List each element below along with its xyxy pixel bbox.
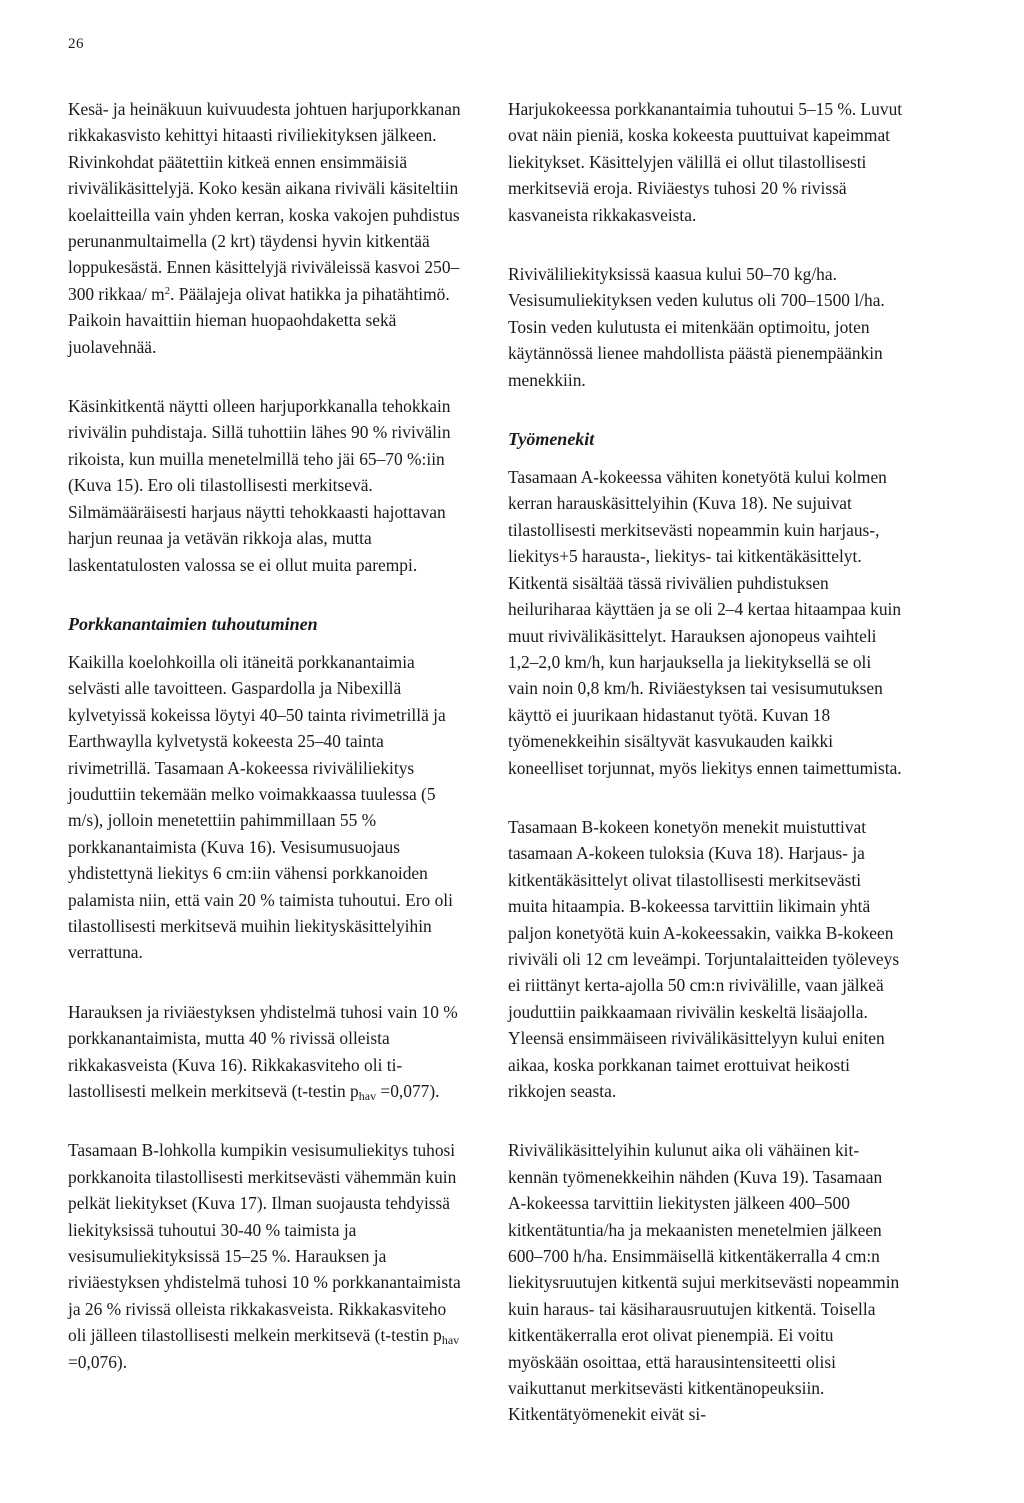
paragraph-harrowing-combination bbox=[68, 999, 463, 1105]
paragraph-text: Tasamaan B-lohkolla kumpikin vesisumuliekitys tuhosi porkkanoita tilastollisesti merkitsevästi vähemmän kuin pelkät liekitykset (Kuva 17). Ilman suojausta tehdyissä liekityksissä tuhoutui 30-40 % taimista ja vesisumuliekityksissä 15–25 %. Harauksen ja riviäestyksen yhdistelmä tuhosi 10 % porkkanantaimista ja 26 % rivissä olleista rikkakasveista. Rikkakasviteho oli jälleen tilastollisesti melkein merkitsevä (t-testin p bbox=[68, 1140, 461, 1346]
paragraph-text: =0,076). bbox=[68, 1351, 128, 1372]
page-number: 26 bbox=[68, 36, 84, 52]
superscript: 2 bbox=[164, 284, 171, 297]
left-column bbox=[68, 96, 463, 1408]
paragraph-text: . Päälajeja olivat hatikka ja pihatähtimö. Paikoin havaittiin hieman huopaohdaketta sekä juolavehnää. bbox=[68, 283, 450, 357]
paragraph-weed-development bbox=[68, 96, 463, 360]
paragraph-b-block bbox=[68, 1137, 463, 1375]
paragraph-hand-weeding: Käsinkitkentä näytti olleen harjuporkkanalla tehokkain rivivälin puhdistaja. Sillä tuhottiin lähes 90 % rivivälin rikoista, kun muilla menetelmillä teho jäi 65–70 %:iin (Kuva 15). Ero oli tilastollisesti merkitsevä. Silmämääräisesti harjaus näytti tehokkaasti hajottavan harjun reunaa ja vetävän rikkoja alas, mutta laskentatulosten valossa se ei ollut muita parempi. bbox=[68, 396, 451, 575]
paragraph-ridge-trial: Harjukokeessa porkkanantaimia tuhoutui 5–15 %. Luvut ovat näin pieniä, koska kokeesta puuttuivat kapeimmat liekitykset. Käsittelyjen välillä ei ollut tilastollisesti merkitseviä eroja. Riviäestys tuhosi 20 % rivissä kasvaneista rikkakasveista. bbox=[508, 99, 903, 225]
paragraph-text: Harauksen ja riviäestyksen yhdistelmä tuhosi vain 10 % porkkanantaimista, mutta 40 % rivissä olleista rikkakasveista (Kuva 16). Rikkakasviteho oli tilastollisesti melkein merkitsevä (t-testin p bbox=[68, 1001, 458, 1101]
section-heading-seedling-damage: Porkkanantaimien tuhoutuminen bbox=[68, 613, 318, 634]
paragraph-a-trial-labour: Tasamaan A-kokeessa vähiten konetyötä kului kolmen kerran harauskäsittelyihin (Kuva 18). Ne sujuivat tilastollisesti merkitsevästi nopeammin kuin harjaus-, liekitys+5 harausta-, liekitys- tai kitkentäkäsittelyt. Kitkentä sisältää tässä rivivälien puhdistuksen heiluriharaa käyttäen ja se oli 2–4 kertaa hitaampaa kuin muut rivivälikäsittelyt. Harauksen ajonopeus vaihteli 1,2–2,0 km/h, kun harjauksella ja liekityksellä se oli vain noin 0,8 km/h. Riviäestyksen tai vesisumutuksen käyttö ei juurikaan hidastanut työtä. Kuvan 18 työmenekkeihin sisältyvät kasvukauden kaikki koneelliset torjunnat, myös liekitys ennen taimettumista. bbox=[508, 467, 902, 778]
paragraph-text: =0,077). bbox=[376, 1081, 440, 1101]
subscript: hav bbox=[358, 1089, 377, 1103]
paragraph-b-trial-labour: Tasamaan B-kokeen konetyön menekit muistuttivat tasamaan A-kokeen tuloksia (Kuva 18). Harjaus- ja kitkentäkäsittelyt olivat tilastollisesti merkitsevästi muita hitaampia. B-kokeessa tarvittiin likimain yhtä paljon konetyötä kuin A-kokeessakin, vaikka B-kokeen riviväli oli 12 cm leveämpi. Torjuntalaitteiden työleveys ei riittänyt kerta-ajolla 50 cm:n rivivälille, vaan jälkeä jouduttiin paikkaamaan rivivälin keskeltä lisäajolla. Yleensä ensimmäiseen rivivälikäsittelyyn kului eniten aikaa, koska porkkanan taimet erottuivat heikosti rikkojen seasta. bbox=[508, 816, 900, 1101]
paragraph-seedling-counts: Kaikilla koelohkoilla oli itäneitä porkkanantaimia selvästi alle tavoitteen. Gaspardolla ja Nibexillä kylvetyissä kokeissa löytyi 40–50 tainta rivimetrillä ja Earthwaylla kylvetystä kokeesta 25–40 tainta rivimetrillä. Tasamaan A-kokeessa riviväliliekitys jouduttiin tekemään melko voimakkaassa tuulessa (5 m/s), jolloin menetettiin pahimmillaan 55 % porkkanantaimista (Kuva 16). Vesisumusuojaus yhdistettynä liekitys 6 cm:iin vähensi porkkanoiden palamista niin, että vain 20 % taimista tuhoutui. Ero oli tilastollisesti merkitsevä muihin liekityskäsittelyihin verrattuna. bbox=[68, 651, 453, 963]
section-heading-labour: Työmenekit bbox=[508, 429, 595, 450]
right-column bbox=[508, 96, 903, 1461]
paragraph-text: Kesä- ja heinäkuun kuivuudesta johtuen harjuporkkanan rikkakasvisto kehittyi hitaasti riviliekityksen jälkeen. Rivinkohdat päätettiin kitkeä ennen ensimmäisiä rivivälikäsittelyjä. Koko kesän aikana riviväli käsiteltiin koelaitteilla vain yhden kerran, koska vakojen puhdistus perunanmultaimella (2 krt) täydensi hyvin kitkentää loppukesästä. Ennen käsittelyjä riviväleissä kasvoi 250–300 rikkaa/ m bbox=[68, 99, 461, 304]
paragraph-weeding-time: Rivivälikäsittelyihin kulunut aika oli vähäinen kitkennän työmenekkeihin nähden (Kuva 19). Tasamaan A-kokeessa tarvittiin liekitysten jälkeen 400–500 kitkentätuntia/ha ja mekaanisten menetelmien jälkeen 600–700 h/ha. Ensimmäisellä kitkentäkerralla 4 cm:n liekitysruutujen kitkentä sujui merkitsevästi nopeammin kuin haraus- tai käsiharausruutujen kitkentä. Toisella kitkentäkerralla erot olivat pienempiä. Ei voitu myöskään osoittaa, että harausintensiteetti olisi vaikuttanut merkitsevästi kitkentänopeuksiin. Kitkentätyömenekit eivät si- bbox=[508, 1140, 900, 1425]
subscript: hav bbox=[441, 1333, 460, 1348]
paragraph-gas-consumption: Riviväliliekityksissä kaasua kului 50–70 kg/ha. Vesisumuliekityksen veden kulutus oli 700–1500 l/ha. Tosin veden kulutusta ei mitenkään optimoitu, joten käytännössä lienee mahdollista päästä pienempäänkin menekkiin. bbox=[508, 264, 885, 390]
